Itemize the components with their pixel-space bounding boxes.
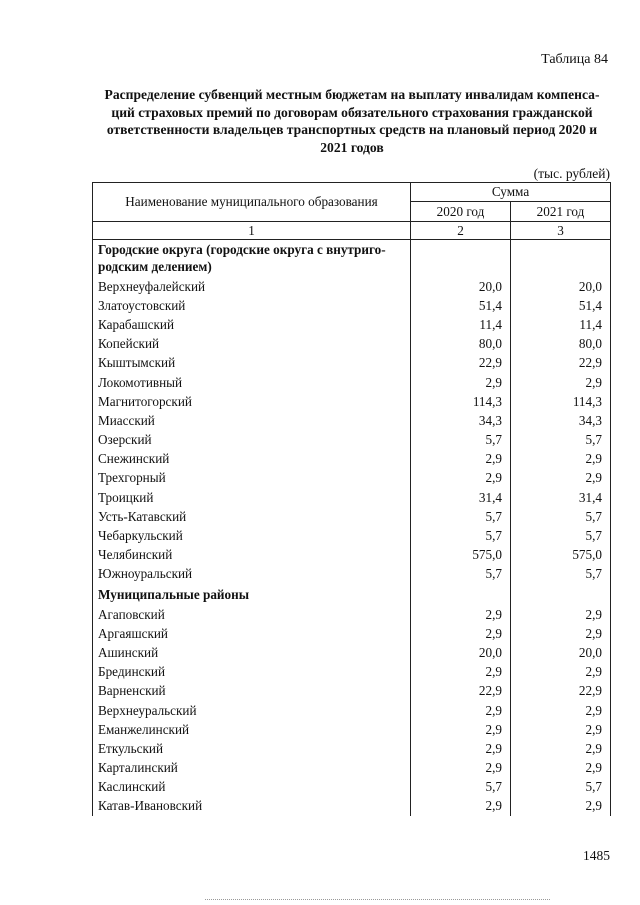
value-2021: 5,7 [511,507,611,526]
section-title-line: Муниципальные районы [98,586,249,602]
table-row [93,739,611,758]
value-2020: 2,9 [411,759,511,778]
table-row [93,450,611,469]
table-row [93,315,611,334]
value-2020: 5,7 [411,507,511,526]
value-2020: 575,0 [411,546,511,565]
value-2021: 2,9 [511,373,611,392]
table-row [93,354,611,373]
municipality-name: Карталинский [93,759,411,778]
empty-cell [411,584,511,605]
subsidy-table [92,182,611,816]
table-row [93,392,611,411]
municipality-name: Еманжелинский [93,720,411,739]
value-2021: 5,7 [511,778,611,797]
value-2021: 2,9 [511,759,611,778]
value-2021: 2,9 [511,605,611,624]
value-2021: 20,0 [511,277,611,296]
value-2020: 22,9 [411,682,511,701]
title-line: ций страховых премий по договорам обязательного страхования гражданской [111,104,593,120]
municipality-name: Кыштымский [93,354,411,373]
page-number: 1485 [583,848,610,863]
value-2020: 2,9 [411,739,511,758]
municipality-name: Катав-Ивановский [93,797,411,816]
municipality-name: Копейский [93,335,411,354]
table-label: Таблица 84 [541,52,608,67]
scan-edge-divider [205,899,550,900]
section-title-line: родским делением) [98,259,212,274]
table-row [93,296,611,315]
value-2020: 2,9 [411,797,511,816]
section-title [93,584,411,605]
value-2021: 20,0 [511,643,611,662]
title-line: 2021 годов [320,139,384,155]
value-2021: 114,3 [511,392,611,411]
table-row [93,797,611,816]
municipality-name: Снежинский [93,450,411,469]
value-2021: 5,7 [511,431,611,450]
value-2020: 20,0 [411,277,511,296]
municipality-name: Чебаркульский [93,526,411,545]
table-row [93,507,611,526]
value-2021: 2,9 [511,720,611,739]
header-year-2021: 2021 год [511,202,611,222]
value-2020: 5,7 [411,431,511,450]
value-2021: 2,9 [511,797,611,816]
table-row [93,682,611,701]
value-2021: 5,7 [511,565,611,584]
table-row [93,643,611,662]
municipality-name: Локомотивный [93,373,411,392]
value-2020: 51,4 [411,296,511,315]
table-row [93,565,611,584]
municipality-name: Еткульский [93,739,411,758]
municipality-name: Верхнеуфалейский [93,277,411,296]
title-line: ответственности владельцев транспортных средств на плановый период 2020 и [106,122,598,137]
municipality-name: Трехгорный [93,469,411,488]
empty-cell [511,584,611,605]
value-2020: 2,9 [411,720,511,739]
value-2020: 5,7 [411,778,511,797]
value-2021: 11,4 [511,315,611,334]
table-row [93,546,611,565]
value-2020: 31,4 [411,488,511,507]
header-name-column: Наименование муниципального образования [93,183,411,222]
header-sum-column: Сумма [411,183,611,202]
table-body [93,240,611,817]
value-2021: 34,3 [511,411,611,430]
municipality-name: Каслинский [93,778,411,797]
table-row [93,335,611,354]
municipality-name: Варненский [93,682,411,701]
value-2021: 2,9 [511,469,611,488]
table-row [93,526,611,545]
section-header-row [93,240,611,278]
value-2021: 2,9 [511,450,611,469]
value-2021: 22,9 [511,682,611,701]
table-row [93,373,611,392]
value-2020: 2,9 [411,373,511,392]
value-2021: 2,9 [511,739,611,758]
value-2020: 2,9 [411,663,511,682]
table-row [93,411,611,430]
table-row [93,759,611,778]
municipality-name: Карабашский [93,315,411,334]
municipality-name: Усть-Катавский [93,507,411,526]
header-col-number-3: 3 [511,222,611,240]
value-2020: 5,7 [411,526,511,545]
value-2020: 2,9 [411,624,511,643]
value-2021: 2,9 [511,701,611,720]
table-row [93,624,611,643]
municipality-name: Магнитогорский [93,392,411,411]
table-row [93,605,611,624]
section-title-line: Городские округа (городские округа с внутриго- [98,242,386,257]
value-2020: 34,3 [411,411,511,430]
municipality-name: Агаповский [93,605,411,624]
municipality-name: Южноуральский [93,565,411,584]
value-2020: 2,9 [411,450,511,469]
value-2021: 5,7 [511,526,611,545]
municipality-name: Миасский [93,411,411,430]
municipality-name: Аргаяшский [93,624,411,643]
table-row [93,488,611,507]
municipality-name: Ашинский [93,643,411,662]
table-row [93,778,611,797]
empty-cell [511,240,611,278]
table-row [93,663,611,682]
table-row [93,431,611,450]
section-title [93,240,411,278]
value-2021: 22,9 [511,354,611,373]
value-2020: 5,7 [411,565,511,584]
header-col-number-1: 1 [93,222,411,240]
municipality-name: Брединский [93,663,411,682]
value-2020: 20,0 [411,643,511,662]
table-row [93,469,611,488]
table-row [93,701,611,720]
value-2021: 31,4 [511,488,611,507]
value-2021: 2,9 [511,624,611,643]
table-row [93,277,611,296]
municipality-name: Челябинский [93,546,411,565]
municipality-name: Верхнеуральский [93,701,411,720]
section-header-row [93,584,611,605]
empty-cell [411,240,511,278]
value-2020: 114,3 [411,392,511,411]
value-2020: 2,9 [411,701,511,720]
value-2021: 575,0 [511,546,611,565]
value-2021: 51,4 [511,296,611,315]
value-2020: 11,4 [411,315,511,334]
value-2020: 2,9 [411,469,511,488]
value-2020: 2,9 [411,605,511,624]
value-2021: 2,9 [511,663,611,682]
value-2020: 22,9 [411,354,511,373]
value-2021: 80,0 [511,335,611,354]
units-label: (тыс. рублей) [533,166,610,181]
municipality-name: Троицкий [93,488,411,507]
municipality-name: Златоустовский [93,296,411,315]
table-title [92,86,612,156]
header-col-number-2: 2 [411,222,511,240]
title-line: Распределение субвенций местным бюджетам на выплату инвалидам компенса- [104,87,600,102]
value-2020: 80,0 [411,335,511,354]
header-year-2020: 2020 год [411,202,511,222]
municipality-name: Озерский [93,431,411,450]
table-row [93,720,611,739]
